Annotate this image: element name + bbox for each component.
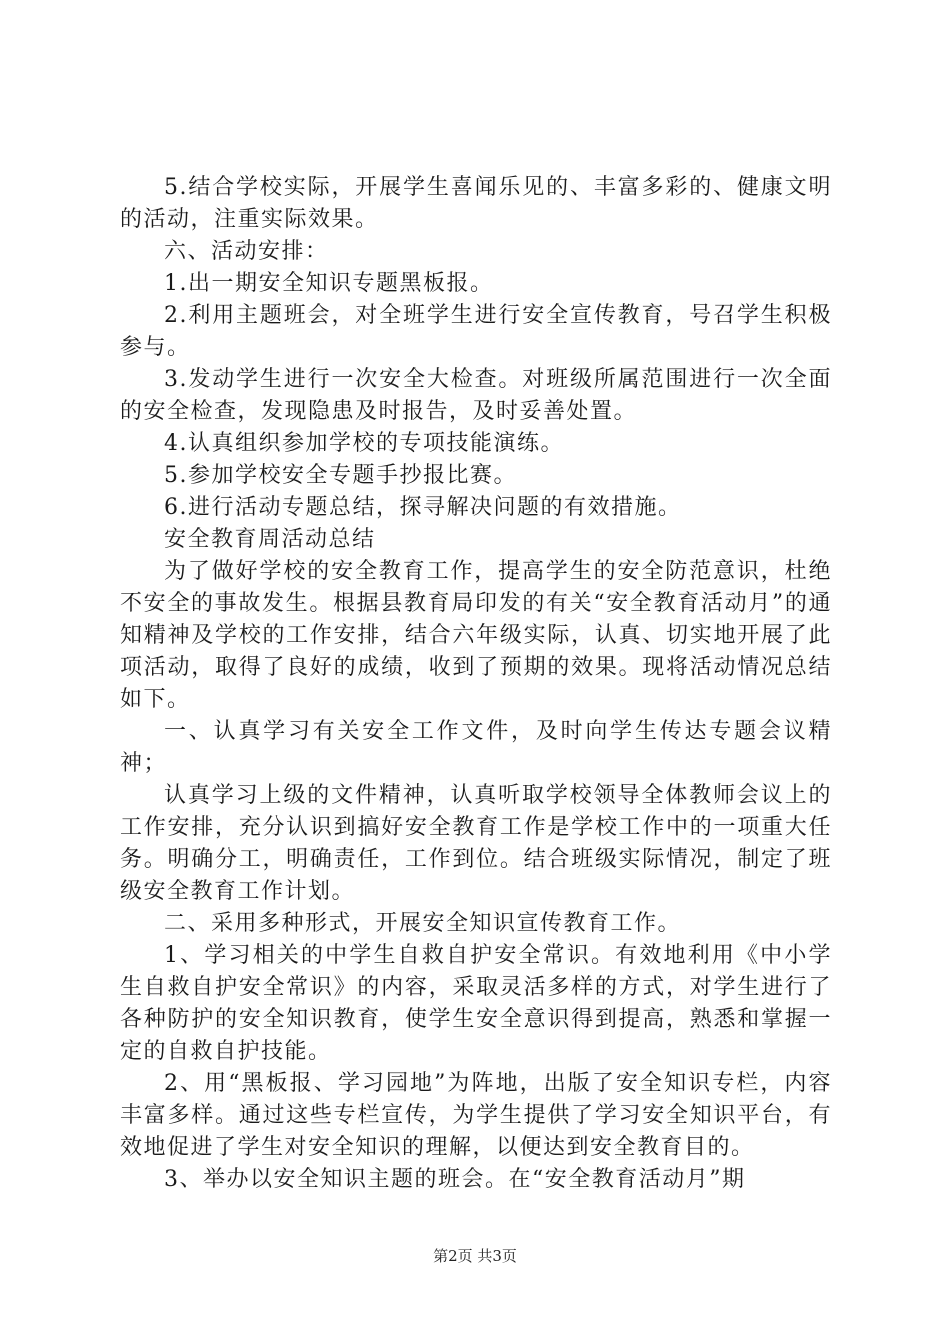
document-title: 安全教育周活动总结 (164, 527, 376, 552)
section-heading: 一、认真学习有关安全工作文件，及时向学生传达专题会议精神； (120, 719, 832, 776)
paragraph: 2、用“黑板报、学习园地”为阵地，出版了安全知识专栏，内容丰富多样。通过这些专栏宣传，为学生提供了学习安全知识平台，有效地促进了学生对安全知识的理解，以便达到安全教育目的。 (120, 1071, 832, 1160)
list-item: 1.出一期安全知识专题黑板报。 (164, 271, 494, 296)
page-number-footer: 第2页 共3页 (433, 1247, 517, 1265)
list-item: 4.认真组织参加学校的专项技能演练。 (164, 431, 564, 456)
paragraph: 为了做好学校的安全教育工作，提高学生的安全防范意识，杜绝不安全的事故发生。根据县教育局印发的有关“安全教育活动月”的通知精神及学校的工作安排，结合六年级实际，认真、切实地开展了此项活动，取得了良好的成绩，收到了预期的效果。现将活动情况总结如下。 (120, 559, 832, 712)
section-heading: 二、采用多种形式，开展安全知识宣传教育工作。 (164, 911, 682, 936)
list-item: 3.发动学生进行一次安全大检查。对班级所属范围进行一次全面的安全检查，发现隐患及时报告，及时妥善处置。 (120, 367, 832, 424)
paragraph: 3、举办以安全知识主题的班会。在“安全教育活动月”期 (164, 1167, 746, 1192)
document-body (120, 172, 832, 1196)
paragraph: 5.结合学校实际，开展学生喜闻乐见的、丰富多彩的、健康文明的活动，注重实际效果。 (120, 175, 832, 232)
list-item: 5.参加学校安全专题手抄报比赛。 (164, 463, 517, 488)
section-heading: 六、活动安排： (164, 239, 329, 264)
list-item: 2.利用主题班会，对全班学生进行安全宣传教育，号召学生积极参与。 (120, 303, 832, 360)
paragraph: 1、学习相关的中学生自救自护安全常识。有效地利用《中小学生自救自护安全常识》的内容，采取灵活多样的方式，对学生进行了各种防护的安全知识教育，使学生安全意识得到提高，熟悉和掌握一定的自救自护技能。 (120, 943, 832, 1064)
list-item: 6.进行活动专题总结，探寻解决问题的有效措施。 (164, 495, 682, 520)
paragraph: 认真学习上级的文件精神，认真听取学校领导全体教师会议上的工作安排，充分认识到搞好安全教育工作是学校工作中的一项重大任务。明确分工，明确责任，工作到位。结合班级实际情况，制定了班级安全教育工作计划。 (120, 783, 832, 904)
